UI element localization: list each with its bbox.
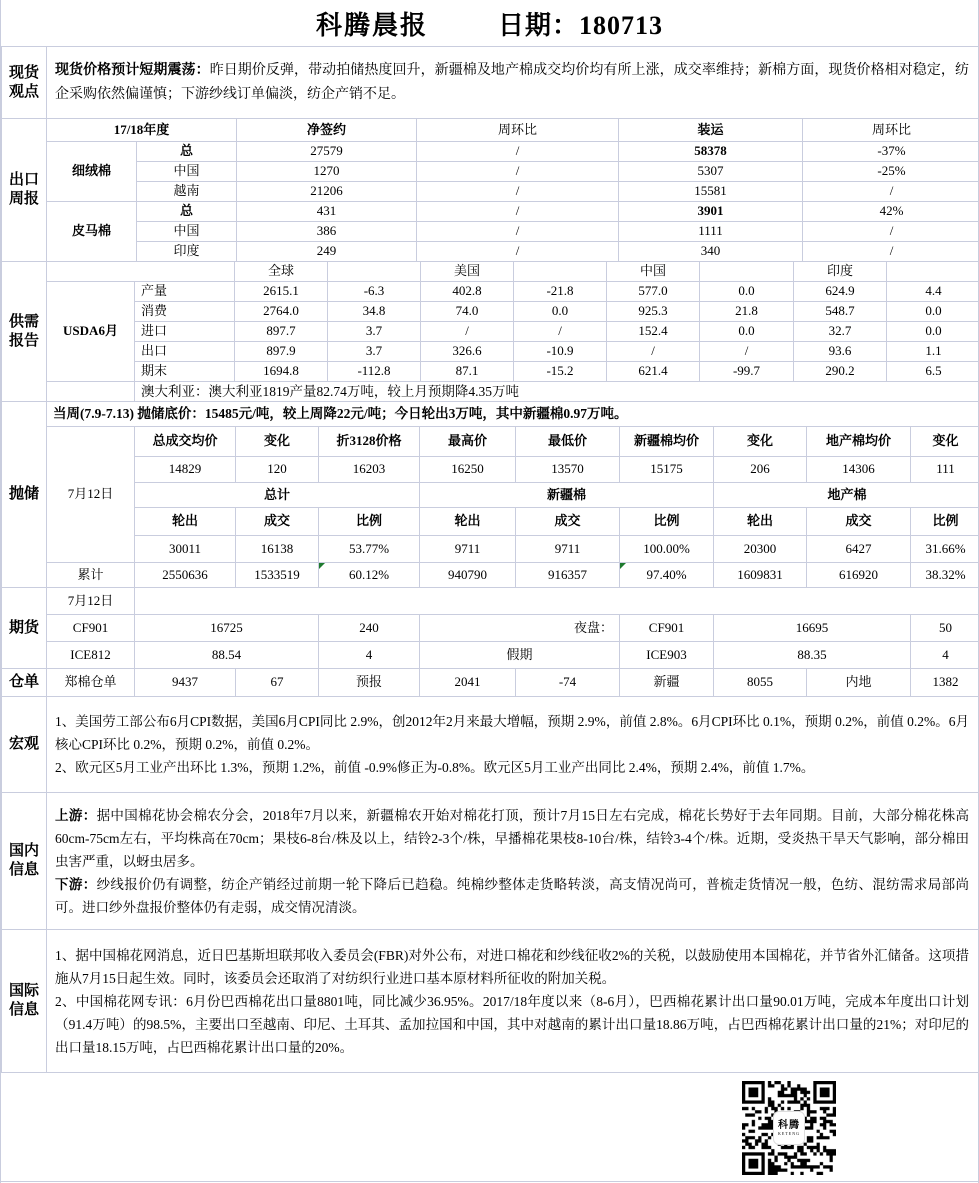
qr-code [742, 1081, 836, 1175]
row-label: 期末 [135, 362, 235, 382]
table-cell: 340 [619, 242, 803, 262]
column-header-year: 17/18年度 [47, 119, 237, 142]
table-cell: 13570 [516, 457, 620, 483]
table-cell: / [607, 342, 700, 362]
table-cell: 16138 [236, 536, 319, 563]
table-cell: 6427 [807, 536, 911, 563]
table-cell: 9437 [135, 669, 236, 697]
table-cell: 21.8 [700, 302, 794, 322]
column-header-china: 中国 [607, 262, 700, 282]
table-row [2, 162, 979, 182]
column-header-wow-1: 周环比 [417, 119, 619, 142]
usda-month-label: USDA6月 [47, 282, 135, 382]
table-cell: 50 [911, 615, 979, 642]
section-label-usda: 供需报告 [2, 262, 47, 402]
table-cell: 206 [714, 457, 807, 483]
column-header: 地产棉均价 [807, 427, 911, 457]
international-item: 2、中国棉花网专讯：6月份巴西棉花出口量8801吨，同比减少36.95%。2017/18年度以来（8-6月），巴西棉花累计出口量90.01万吨，完成本年度出口计划（91.4万吨）的98.5%，主要出口至越南、印尼、土耳其、孟加拉国和中国，其中对越南的累计出口量18.86万吨，占巴西棉花累计出口量的21%；对印尼的出口量18.15万吨，占巴西棉花累计出口量的20%。 [55, 993, 969, 1055]
table-cell: 88.54 [135, 642, 319, 669]
group-header-xinjiang: 新疆棉 [420, 483, 714, 508]
table-cell: 916357 [516, 563, 620, 588]
table-cell: 120 [236, 457, 319, 483]
table-cell: 内地 [807, 669, 911, 697]
holiday-label: 假期 [420, 642, 620, 669]
table-cell: -21.8 [514, 282, 607, 302]
row-label: 出口 [135, 342, 235, 362]
spot-lead: 现货价格预计短期震荡： [55, 62, 210, 78]
table-cell: / [417, 182, 619, 202]
table-row [2, 202, 979, 222]
macro-item: 2、欧元区5月工业产出环比 1.3%，预期 1.2%，前值 -0.9%修正为-0.8%。欧元区5月工业产出同比 2.4%，预期 2.4%，前值 1.7%。 [55, 760, 815, 775]
column-header: 成交 [516, 508, 620, 536]
table-cell: 越南 [137, 182, 237, 202]
table-cell: 940790 [420, 563, 516, 588]
table-cell: 1270 [237, 162, 417, 182]
contract-code: CF901 [47, 615, 135, 642]
column-header-wow-2: 周环比 [803, 119, 979, 142]
section-label-spot: 现货观点 [2, 47, 47, 119]
table-cell: 2764.0 [235, 302, 328, 322]
futures-table [1, 587, 979, 669]
group-header-local: 地产棉 [714, 483, 979, 508]
usda-australia-note: 澳大利亚：澳大利亚1819产量82.74万吨，较上月预期降4.35万吨 [135, 382, 979, 402]
table-cell: 14829 [135, 457, 236, 483]
table-cell: 402.8 [421, 282, 514, 302]
warehouse-receipt-table [1, 668, 979, 697]
table-cell: / [417, 222, 619, 242]
table-cell: 621.4 [607, 362, 700, 382]
table-cell: 4 [319, 642, 420, 669]
table-cell: 3.7 [328, 322, 421, 342]
table-cell: 616920 [807, 563, 911, 588]
table-cell: 0.0 [887, 302, 979, 322]
table-row [2, 536, 979, 563]
table-cell: 1.1 [887, 342, 979, 362]
table-row [2, 242, 979, 262]
table-cell: 1609831 [714, 563, 807, 588]
table-cell: / [803, 182, 979, 202]
reserve-date: 7月12日 [47, 427, 135, 563]
table-cell: 30011 [135, 536, 236, 563]
column-header-india: 印度 [794, 262, 887, 282]
domestic-info-section [1, 792, 979, 930]
table-cell: -37% [803, 142, 979, 162]
table-cell: / [803, 222, 979, 242]
column-header: 比例 [620, 508, 714, 536]
table-cell: / [803, 242, 979, 262]
row-label: 消费 [135, 302, 235, 322]
table-cell: 27579 [237, 142, 417, 162]
downstream-paragraph [55, 873, 969, 919]
table-cell: 16250 [420, 457, 516, 483]
table-cell: 60.12% [319, 563, 420, 588]
upstream-lead: 上游： [55, 807, 97, 823]
table-cell: 2550636 [135, 563, 236, 588]
upstream-paragraph [55, 804, 969, 873]
table-cell: 2615.1 [235, 282, 328, 302]
report-date: 日期：180713 [498, 10, 664, 40]
table-cell: / [421, 322, 514, 342]
column-header: 轮出 [714, 508, 807, 536]
table-cell: 100.00% [620, 536, 714, 563]
macro-item: 1、美国劳工部公布6月CPI数据，美国6月CPI同比 2.9%，创2012年2月来最大增幅，预期 2.9%，前值 2.8%。6月CPI环比 0.1%，预期 0.2%，前值 0.2%。6月核心CPI环比 0.2%，预期 0.2%，前值 0.2%。 [55, 714, 969, 752]
table-cell: 240 [319, 615, 420, 642]
table-cell: 624.9 [794, 282, 887, 302]
table-cell: 印度 [137, 242, 237, 262]
row-label: 进口 [135, 322, 235, 342]
table-cell: / [417, 162, 619, 182]
column-header-net-signed: 净签约 [237, 119, 417, 142]
table-cell: -74 [516, 669, 620, 697]
table-cell: 58378 [619, 142, 803, 162]
empty-cell [514, 262, 607, 282]
column-header: 变化 [236, 427, 319, 457]
contract-code: CF901 [620, 615, 714, 642]
empty-cell [328, 262, 421, 282]
table-cell: -112.8 [328, 362, 421, 382]
contract-code: ICE903 [620, 642, 714, 669]
empty-cell [47, 382, 135, 402]
section-label-futures: 期货 [2, 588, 47, 669]
section-label-export: 出口周报 [2, 119, 47, 262]
column-header-global: 全球 [235, 262, 328, 282]
column-header: 比例 [319, 508, 420, 536]
table-cell: 0.0 [700, 282, 794, 302]
table-cell: 897.9 [235, 342, 328, 362]
table-cell: 15581 [619, 182, 803, 202]
table-cell: 总 [137, 202, 237, 222]
column-header: 新疆棉均价 [620, 427, 714, 457]
row-label: 郑棉仓单 [47, 669, 135, 697]
table-cell: -99.7 [700, 362, 794, 382]
spot-view-section [1, 46, 979, 119]
table-cell: -10.9 [514, 342, 607, 362]
table-cell: 38.32% [911, 563, 979, 588]
table-cell: 16725 [135, 615, 319, 642]
footer-qr-area [1, 1072, 978, 1182]
table-cell: 431 [237, 202, 417, 222]
table-cell: 4.4 [887, 282, 979, 302]
table-cell: 14306 [807, 457, 911, 483]
qr-center-logo [773, 1111, 805, 1145]
table-cell: 16203 [319, 457, 420, 483]
table-row [2, 182, 979, 202]
spot-body: 昨日期价反弹，带动拍储热度回升，新疆棉及地产棉成交均价均有所上涨，成交率维持；新棉方面，现货价格相对稳定，纺企采购依然偏谨慎；下游纱线订单偏淡，纺企产销不足。 [55, 62, 969, 102]
downstream-lead: 下游： [55, 876, 97, 892]
table-row [2, 302, 979, 322]
table-row [2, 362, 979, 382]
table-cell: 3.7 [328, 342, 421, 362]
table-row [2, 615, 979, 642]
table-cell: 97.40% [620, 563, 714, 588]
section-label-domestic: 国内信息 [2, 793, 47, 930]
usda-supply-demand-table [1, 261, 979, 402]
upstream-body: 据中国棉花协会棉农分会，2018年7月以来，新疆棉农开始对棉花打顶，预计7月15日左右完成，棉花长势好于去年同期。目前，大部分棉花株高60cm-75cm左右，平均株高在70cm；果枝6-8台/株及以上，结铃2-3个/株，早播棉花果枝8-10台/株，结铃3-4个/株。近期，受炎热干旱天气影响，部分棉田虫害严重，以蚜虫居多。 [55, 807, 969, 869]
column-header-shipment: 装运 [619, 119, 803, 142]
table-cell: 0.0 [700, 322, 794, 342]
reserve-floor-price-note: 当周(7.9-7.13) 抛储底价：15485元/吨，较上周降22元/吨；今日轮出3万吨，其中新疆棉0.97万吨。 [47, 402, 979, 427]
table-row [2, 563, 979, 588]
table-cell: 32.7 [794, 322, 887, 342]
table-cell: 8055 [714, 669, 807, 697]
group-header-total: 总计 [135, 483, 420, 508]
column-header: 变化 [911, 427, 979, 457]
section-label-warehouse: 仓单 [2, 669, 47, 697]
table-cell: 16695 [714, 615, 911, 642]
empty-cell [47, 262, 235, 282]
table-cell: 5307 [619, 162, 803, 182]
column-header: 总成交均价 [135, 427, 236, 457]
table-cell: 新疆 [620, 669, 714, 697]
section-label-macro: 宏观 [2, 697, 47, 793]
table-cell: / [514, 322, 607, 342]
section-label-international: 国际信息 [2, 930, 47, 1073]
table-cell: 67 [236, 669, 319, 697]
table-cell: 42% [803, 202, 979, 222]
table-cell: 预报 [319, 669, 420, 697]
table-cell: 326.6 [421, 342, 514, 362]
international-info-section [1, 929, 979, 1073]
table-row [2, 282, 979, 302]
empty-cell [135, 588, 979, 615]
comment-marker-icon [319, 563, 325, 569]
table-cell: 总 [137, 142, 237, 162]
table-cell: 111 [911, 457, 979, 483]
report-title: 科腾晨报 [315, 10, 428, 40]
table-cell: -6.3 [328, 282, 421, 302]
column-header: 折3128价格 [319, 427, 420, 457]
table-cell: 548.7 [794, 302, 887, 322]
table-cell: 925.3 [607, 302, 700, 322]
table-cell: 21206 [237, 182, 417, 202]
table-cell: 290.2 [794, 362, 887, 382]
table-row [2, 222, 979, 242]
column-header: 比例 [911, 508, 979, 536]
table-row [2, 342, 979, 362]
table-row [2, 669, 979, 697]
table-cell: 0.0 [887, 322, 979, 342]
qr-logo-subtext: KETENG [778, 1130, 800, 1136]
table-cell: 88.35 [714, 642, 911, 669]
table-row [2, 642, 979, 669]
contract-code: ICE812 [47, 642, 135, 669]
table-row [2, 322, 979, 342]
international-item: 1、据中国棉花网消息，近日巴基斯坦联邦收入委员会(FBR)对外公布，对进口棉花和纱线征收2%的关税，以鼓励使用本国棉花，并节省外汇储备。这项措施从7月15日起生效。同时，该委员会还取消了对纺织行业进口基本原材料所征收的附加关税。 [55, 947, 969, 986]
macro-text [47, 697, 979, 793]
downstream-body: 纱线报价仍有调整，纺企产销经过前期一轮下降后已趋稳。纯棉纱整体走货略转淡，高支情况尚可，普梳走货情况一般，色纺、混纺需求局部尚可。进口纱外盘报价整体仍有走弱，成交情况清淡。 [55, 876, 969, 915]
report-header [1, 0, 978, 47]
column-header: 成交 [807, 508, 911, 536]
table-cell: 9711 [420, 536, 516, 563]
row-group-pima: 皮马棉 [47, 202, 137, 262]
column-header: 成交 [236, 508, 319, 536]
section-label-reserve: 抛储 [2, 402, 47, 588]
domestic-text [47, 793, 979, 930]
table-cell: 9711 [516, 536, 620, 563]
table-cell: 中国 [137, 222, 237, 242]
column-header: 轮出 [420, 508, 516, 536]
table-cell: 93.6 [794, 342, 887, 362]
row-label: 产量 [135, 282, 235, 302]
table-cell: 1694.8 [235, 362, 328, 382]
reserve-auction-table [1, 401, 979, 588]
table-cell: 53.77% [319, 536, 420, 563]
column-header-us: 美国 [421, 262, 514, 282]
empty-cell [887, 262, 979, 282]
table-cell: -15.2 [514, 362, 607, 382]
spot-view-text [47, 47, 979, 119]
table-cell: 15175 [620, 457, 714, 483]
table-cell: / [700, 342, 794, 362]
table-row [2, 457, 979, 483]
table-cell: 1533519 [236, 563, 319, 588]
table-cell: 0.0 [514, 302, 607, 322]
table-cell: 2041 [420, 669, 516, 697]
table-cell: 34.8 [328, 302, 421, 322]
table-row [2, 142, 979, 162]
table-cell: 1111 [619, 222, 803, 242]
export-weekly-table [1, 118, 979, 262]
table-cell: 3901 [619, 202, 803, 222]
table-cell: -25% [803, 162, 979, 182]
table-cell: / [417, 242, 619, 262]
qr-logo-text: 科腾 [778, 1119, 800, 1131]
table-cell: 152.4 [607, 322, 700, 342]
table-cell: 20300 [714, 536, 807, 563]
table-cell: 897.7 [235, 322, 328, 342]
international-text [47, 930, 979, 1073]
table-cell: 249 [237, 242, 417, 262]
column-header: 最低价 [516, 427, 620, 457]
table-cell: 74.0 [421, 302, 514, 322]
column-header: 轮出 [135, 508, 236, 536]
column-header: 变化 [714, 427, 807, 457]
table-cell: 577.0 [607, 282, 700, 302]
macro-section [1, 696, 979, 793]
table-cell: 4 [911, 642, 979, 669]
comment-marker-icon [620, 563, 626, 569]
column-header: 最高价 [420, 427, 516, 457]
table-cell: 87.1 [421, 362, 514, 382]
night-session-label: 夜盘： [420, 615, 620, 642]
table-cell: 6.5 [887, 362, 979, 382]
empty-cell [700, 262, 794, 282]
futures-date: 7月12日 [47, 588, 135, 615]
cumulative-label: 累计 [47, 563, 135, 588]
table-cell: / [417, 142, 619, 162]
row-group-upland: 细绒棉 [47, 142, 137, 202]
table-cell: 386 [237, 222, 417, 242]
table-cell: 1382 [911, 669, 979, 697]
table-cell: 中国 [137, 162, 237, 182]
table-cell: 31.66% [911, 536, 979, 563]
table-cell: / [417, 202, 619, 222]
